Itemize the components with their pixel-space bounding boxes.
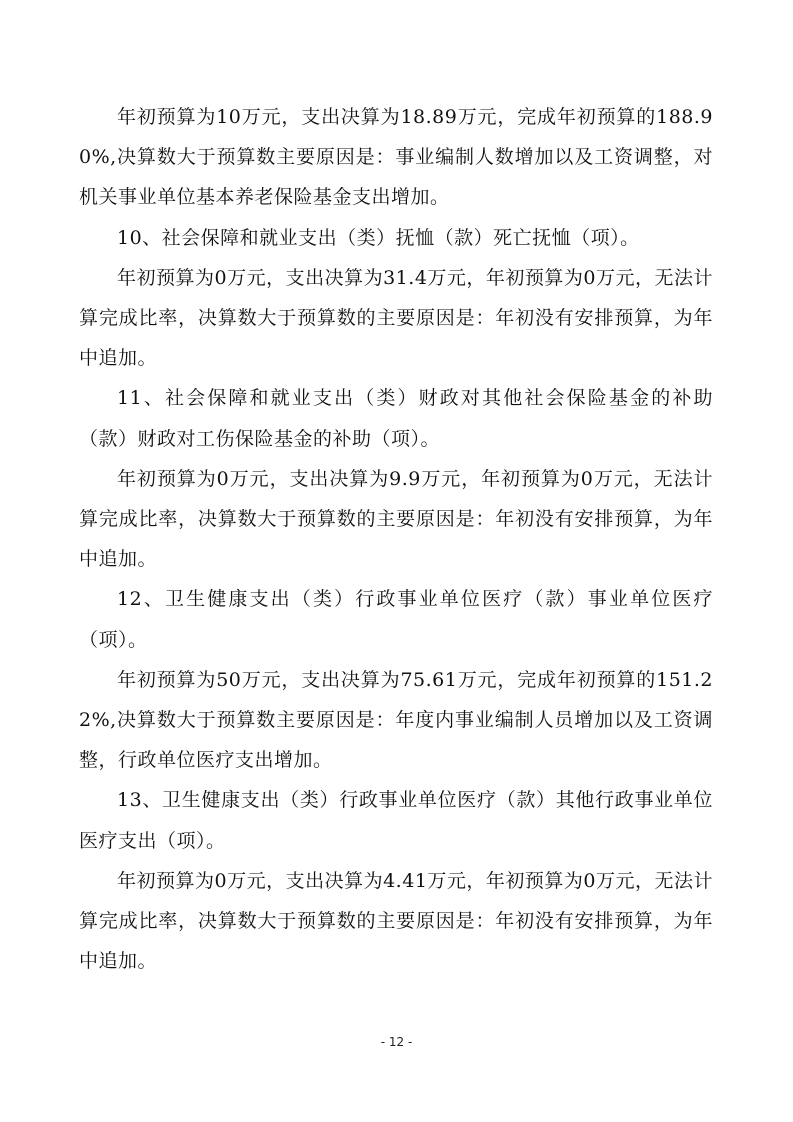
heading-item-13: 13、卫生健康支出（类）行政事业单位医疗（款）其他行政事业单位医疗支出（项）。 bbox=[79, 789, 713, 852]
paragraph-budget-public-medical: 年初预算为50万元，支出决算为75.61万元，完成年初预算的151.22%,决算数大于预算数主要原因是：年度内事业编制人员增加以及工资调整，行政单位医疗支出增加。 bbox=[79, 668, 713, 772]
body-text bbox=[79, 97, 713, 981]
heading-item-12: 12、卫生健康支出（类）行政事业单位医疗（款）事业单位医疗（项）。 bbox=[79, 588, 713, 651]
page-number: - 12 - bbox=[380, 1035, 413, 1049]
heading-item-10: 10、社会保障和就业支出（类）抚恤（款）死亡抚恤（项）。 bbox=[117, 226, 640, 249]
heading-item-11: 11、社会保障和就业支出（类）财政对其他社会保险基金的补助（款）财政对工伤保险基金的补助（项）。 bbox=[79, 387, 713, 450]
paragraph-budget-pension: 年初预算为10万元，支出决算为18.89万元，完成年初预算的188.90%,决算数大于预算数主要原因是：事业编制人数增加以及工资调整，对机关事业单位基本养老保险基金支出增加。 bbox=[79, 106, 713, 209]
paragraph-budget-death-compensation: 年初预算为0万元，支出决算为31.4万元，年初预算为0万元，无法计算完成比率，决算数大于预算数的主要原因是：年初没有安排预算，为年中追加。 bbox=[79, 266, 713, 370]
paragraph-budget-injury-insurance: 年初预算为0万元，支出决算为9.9万元，年初预算为0万元，无法计算完成比率，决算数大于预算数的主要原因是：年初没有安排预算，为年中追加。 bbox=[79, 467, 713, 571]
paragraph-budget-other-medical: 年初预算为0万元，支出决算为4.41万元，年初预算为0万元，无法计算完成比率，决算数大于预算数的主要原因是：年初没有安排预算，为年中追加。 bbox=[79, 869, 713, 973]
